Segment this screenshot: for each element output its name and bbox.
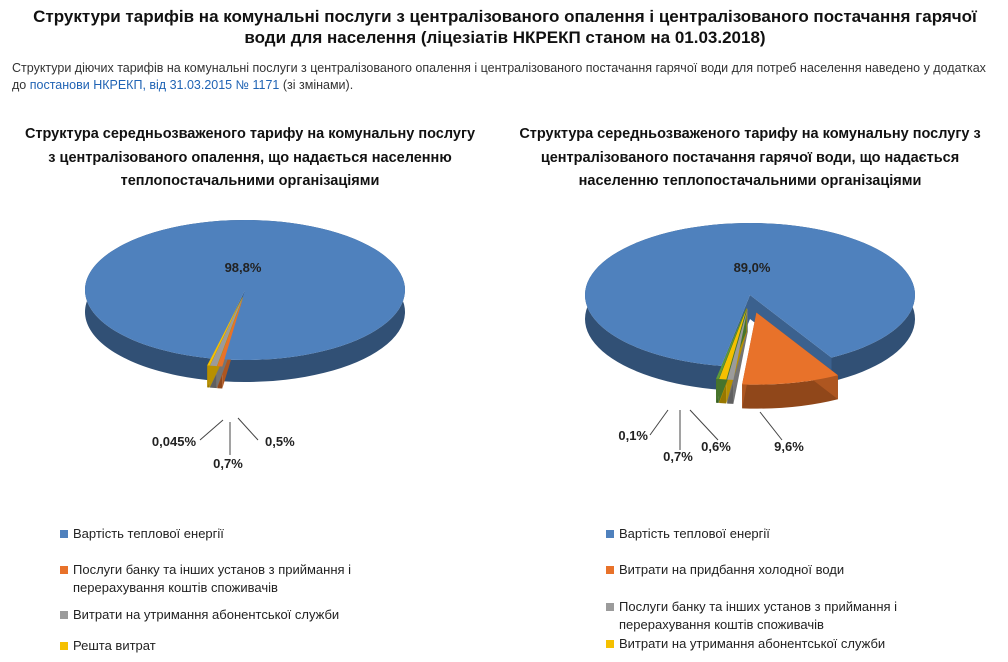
legend-swatch (60, 642, 68, 650)
chart-1-legend (60, 525, 440, 660)
pie-1-data-label-3: 0,7% (213, 456, 243, 471)
intro-suffix: (зі змінами). (282, 78, 354, 92)
resolution-link[interactable]: постанови НКРЕКП, від 31.03.2015 № 1171 (29, 78, 280, 92)
legend-label: Витрати на утримання абонентської служби (73, 607, 340, 622)
legend-swatch (60, 566, 68, 574)
pie-2-data-label-4: 0,7% (663, 449, 693, 464)
pie-1-data-label-1: 98,8% (224, 260, 262, 275)
chart-1-title: Структура середньозваженого тарифу на комунальну послугу з централізованого опалення, що надається населенню теплопостачальними організаціями (24, 126, 476, 189)
legend-swatch (60, 611, 68, 619)
pie-2-leader-3 (690, 410, 718, 440)
pie-1-data-label-4: 0,045% (151, 434, 196, 449)
chart-2-title: Структура середньозваженого тарифу на комунальну послугу з централізованого постачання гарячої води, що надається населенню теплопостачальними організаціями (519, 126, 981, 189)
legend-swatch (606, 603, 614, 611)
pie-2-leader-2 (760, 412, 782, 440)
pie-1-leader-2 (238, 418, 258, 440)
pie-2-leader-5 (650, 410, 668, 435)
pie-2-data-label-1: 89,0% (733, 260, 771, 275)
legend-swatch (606, 566, 614, 574)
pie-1-data-label-2: 0,5% (265, 434, 295, 449)
pie-2-slice-1 (585, 223, 915, 366)
legend-label: Вартість теплової енергії (619, 526, 770, 541)
legend-label: Послуги банку та інших установ з приймання і перерахування коштів споживачів (73, 562, 352, 595)
intro-text: Структури діючих тарифів на комунальні послуги з централізованого опалення і централізованого постачання гарячої води для потреб населення наведено у додатках до (12, 61, 986, 92)
pie-2-data-label-2: 9,6% (774, 439, 804, 454)
legend-swatch (606, 530, 614, 538)
pie-1-slice-1 (85, 220, 405, 360)
page-title: Структури тарифів на комунальні послуги з централізованого опалення і централізованого постачання гарячої води для населення (ліцезіатів НКРЕКП станом на 01.03.2018) (33, 7, 977, 47)
legend-swatch (60, 530, 68, 538)
legend-label: Послуги банку та інших установ з приймання і перерахування коштів споживачів (619, 599, 898, 632)
legend-label: Вартість теплової енергії (73, 526, 224, 541)
pie-2-data-label-5: 0,1% (618, 428, 648, 443)
pie-2-data-label-3: 0,6% (701, 439, 731, 454)
legend-swatch (606, 640, 614, 648)
legend-label: Витрати на придбання холодної води (619, 562, 845, 577)
chart-2-legend (606, 525, 986, 660)
pie-1-leader-4 (200, 420, 223, 440)
legend-label: Решта витрат (73, 638, 156, 653)
legend-label: Витрати на утримання абонентської служби (619, 636, 886, 651)
